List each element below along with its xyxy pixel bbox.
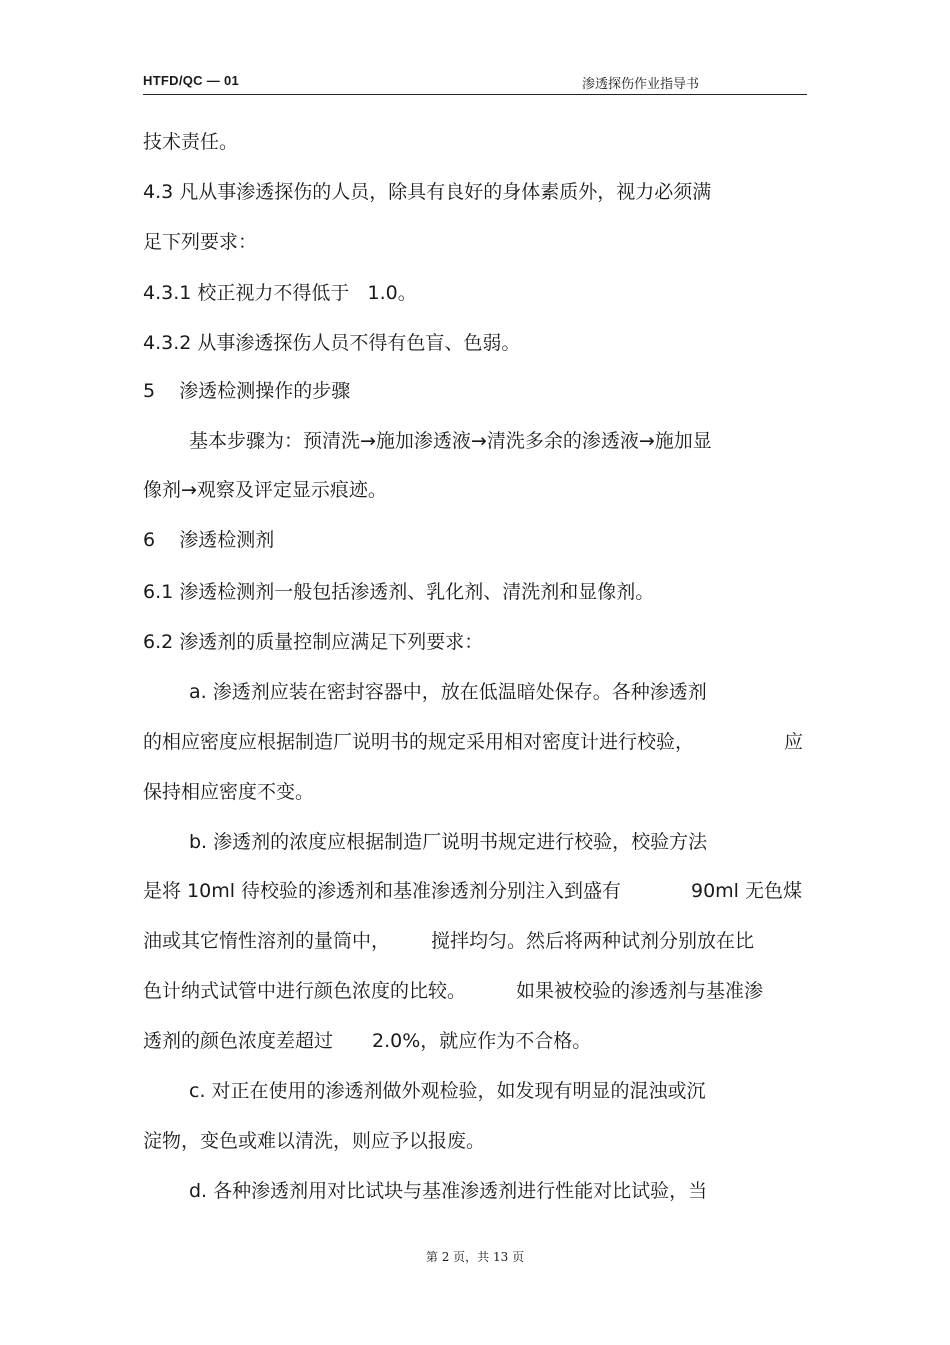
section-4-3-2-line: 4.3.2 从事渗透探伤人员不得有色盲、色弱。 (143, 332, 521, 354)
header-doc-title: 渗透探伤作业指导书 (582, 77, 700, 92)
body-line: 的相应密度应根据制造厂说明书的规定采用相对密度计进行校验， (143, 731, 695, 753)
body-line-tail: 2.0%，就应作为不合格。 (372, 1030, 592, 1052)
body-line-tail: 应 (784, 731, 804, 753)
body-line-tail: 如果被校验的渗透剂与基准渗 (516, 980, 764, 1002)
body-line: 基本步骤为：预清洗→施加渗透液→清洗多余的渗透液→施加显 (189, 430, 712, 452)
body-line: 技术责任。 (143, 131, 239, 153)
header-divider (143, 94, 807, 95)
item-d-line: d. 各种渗透剂用对比试块与基准渗透剂进行性能对比试验，当 (189, 1180, 708, 1202)
body-line-tail: 90ml 无色煤 (691, 880, 803, 902)
page-number: 第 2 页，共 13 页 (425, 1250, 525, 1264)
item-b-line: b. 渗透剂的浓度应根据制造厂说明书规定进行校验，校验方法 (189, 831, 708, 853)
section-5-heading: 5 渗透检测操作的步骤 (143, 380, 351, 402)
item-c-line: c. 对正在使用的渗透剂做外观检验，如发现有明显的混浊或沉 (189, 1080, 706, 1102)
section-4-3-line: 4.3 凡从事渗透探伤的人员，除具有良好的身体素质外，视力必须满 (143, 181, 712, 203)
item-a-line: a. 渗透剂应装在密封容器中，放在低温暗处保存。各种渗透剂 (189, 681, 707, 703)
body-line: 是将 10ml 待校验的渗透剂和基准渗透剂分别注入到盛有 (143, 880, 622, 902)
section-6-heading: 6 渗透检测剂 (143, 529, 275, 551)
section-4-3-1-line: 4.3.1 校正视力不得低于 1.0。 (143, 282, 417, 304)
body-line: 足下列要求： (143, 231, 258, 253)
header-doc-code: HTFD/QC — 01 (143, 73, 240, 88)
body-line: 淀物，变色或难以清洗，则应予以报废。 (143, 1130, 486, 1152)
body-line-tail: 搅拌均匀。然后将两种试剂分别放在比 (431, 930, 755, 952)
body-line: 保持相应密度不变。 (143, 781, 315, 803)
body-line: 色计纳式试管中进行颜色浓度的比较。 (143, 980, 467, 1002)
body-line: 透剂的颜色浓度差超过 (143, 1030, 334, 1052)
section-6-1-line: 6.1 渗透检测剂一般包括渗透剂、乳化剂、清洗剂和显像剂。 (143, 581, 655, 603)
body-line: 油或其它惰性溶剂的量筒中， (143, 930, 391, 952)
body-line: 像剂→观察及评定显示痕迹。 (143, 479, 387, 501)
section-6-2-line: 6.2 渗透剂的质量控制应满足下列要求： (143, 631, 484, 653)
